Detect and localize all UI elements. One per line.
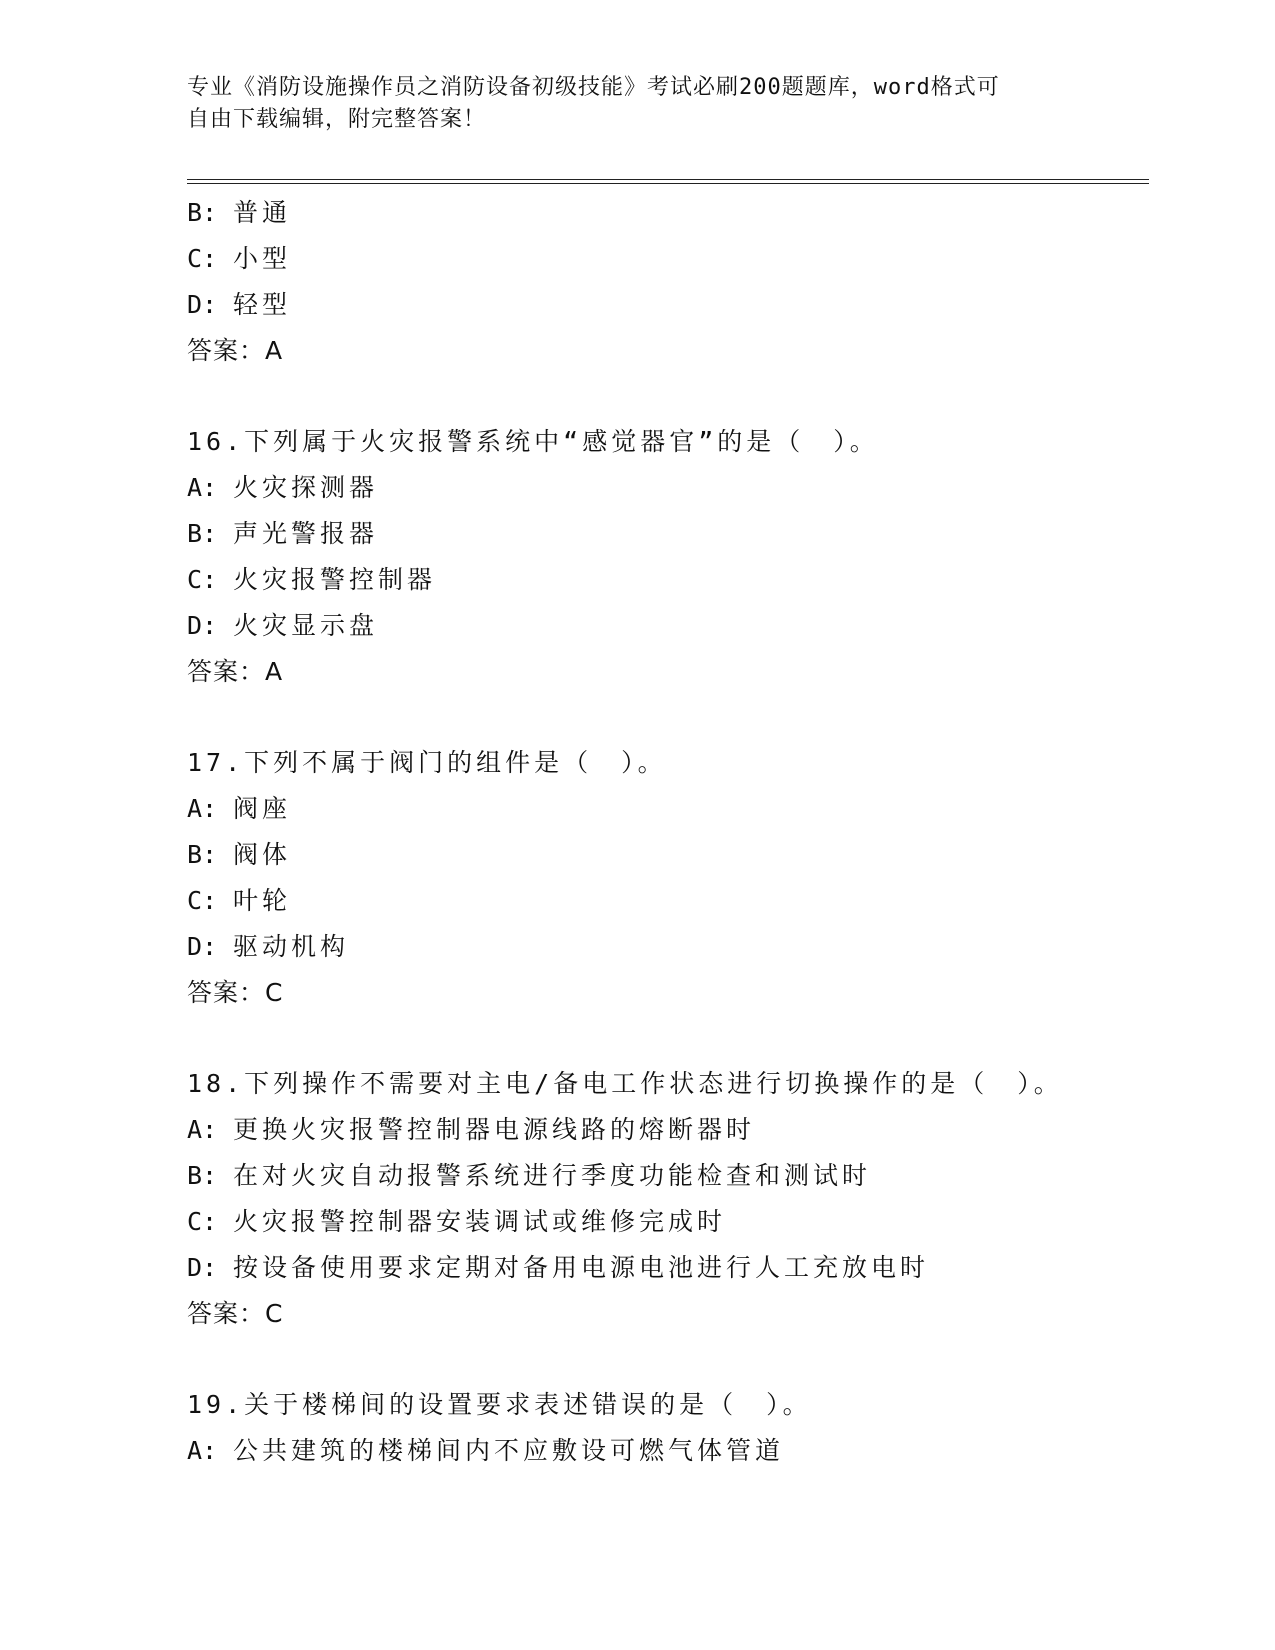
option-text: 火灾探测器 xyxy=(233,473,379,502)
header-line-2: 自由下载编辑，附完整答案！ xyxy=(187,107,487,132)
option-label: C: xyxy=(187,1207,218,1236)
option-item xyxy=(187,511,1167,557)
option-text: 火灾报警控制器安装调试或维修完成时 xyxy=(233,1207,727,1236)
option-label: B: xyxy=(187,1161,218,1190)
option-text: 轻型 xyxy=(233,290,292,319)
block-spacer xyxy=(187,374,1167,419)
document-header xyxy=(187,72,1067,136)
option-item xyxy=(187,557,1167,603)
option-item xyxy=(187,1199,1167,1245)
option-label: D: xyxy=(187,290,218,319)
question-text: 18.下列操作不需要对主电/备电工作状态进行切换操作的是（ ）。 xyxy=(187,1069,1063,1098)
option-label: C: xyxy=(187,886,218,915)
option-item xyxy=(187,1153,1167,1199)
option-text: 小型 xyxy=(233,244,292,273)
answer-text: 答案：A xyxy=(187,657,284,686)
question-block xyxy=(187,740,1167,1016)
option-text: 在对火灾自动报警系统进行季度功能检查和测试时 xyxy=(233,1161,872,1190)
header-divider xyxy=(187,179,1149,184)
question-text: 17.下列不属于阀门的组件是（ ）。 xyxy=(187,748,667,777)
option-label: C: xyxy=(187,244,218,273)
answer-text: 答案：C xyxy=(187,978,284,1007)
option-text: 更换火灾报警控制器电源线路的熔断器时 xyxy=(233,1115,756,1144)
option-text: 火灾显示盘 xyxy=(233,611,379,640)
option-item xyxy=(187,236,1167,282)
option-item xyxy=(187,1245,1167,1291)
question-block xyxy=(187,419,1167,695)
option-item xyxy=(187,465,1167,511)
question-block xyxy=(187,190,1167,374)
option-item xyxy=(187,1107,1167,1153)
option-label: A: xyxy=(187,473,218,502)
option-text: 阀座 xyxy=(233,794,292,823)
option-label: A: xyxy=(187,1436,218,1465)
option-label: D: xyxy=(187,611,218,640)
answer-text: 答案：C xyxy=(187,1299,284,1328)
option-item xyxy=(187,190,1167,236)
block-spacer xyxy=(187,1016,1167,1061)
block-spacer xyxy=(187,695,1167,740)
option-label: C: xyxy=(187,565,218,594)
option-text: 阀体 xyxy=(233,840,292,869)
option-item xyxy=(187,786,1167,832)
option-label: B: xyxy=(187,840,218,869)
option-text: 声光警报器 xyxy=(233,519,379,548)
option-text: 驱动机构 xyxy=(233,932,350,961)
option-item xyxy=(187,832,1167,878)
option-text: 火灾报警控制器 xyxy=(233,565,437,594)
question-text: 16.下列属于火灾报警系统中“感觉器官”的是（ ）。 xyxy=(187,427,879,456)
option-item xyxy=(187,282,1167,328)
option-text: 按设备使用要求定期对备用电源电池进行人工充放电时 xyxy=(233,1253,930,1282)
option-text: 公共建筑的楼梯间内不应敷设可燃气体管道 xyxy=(233,1436,785,1465)
header-line-1: 专业《消防设施操作员之消防设备初级技能》考试必刷200题题库，word格式可 xyxy=(187,75,1000,100)
question-text: 19.关于楼梯间的设置要求表述错误的是（ ）。 xyxy=(187,1390,812,1419)
block-spacer xyxy=(187,1337,1167,1382)
option-label: D: xyxy=(187,1253,218,1282)
answer-text: 答案：A xyxy=(187,336,284,365)
question-list xyxy=(187,190,1167,1474)
question-block xyxy=(187,1382,1167,1474)
option-label: A: xyxy=(187,794,218,823)
option-text: 叶轮 xyxy=(233,886,292,915)
option-label: B: xyxy=(187,519,218,548)
option-label: A: xyxy=(187,1115,218,1144)
option-text: 普通 xyxy=(233,198,292,227)
option-item xyxy=(187,1428,1167,1474)
question-block xyxy=(187,1061,1167,1337)
option-item xyxy=(187,878,1167,924)
option-item xyxy=(187,603,1167,649)
option-item xyxy=(187,924,1167,970)
option-label: D: xyxy=(187,932,218,961)
option-label: B: xyxy=(187,198,218,227)
